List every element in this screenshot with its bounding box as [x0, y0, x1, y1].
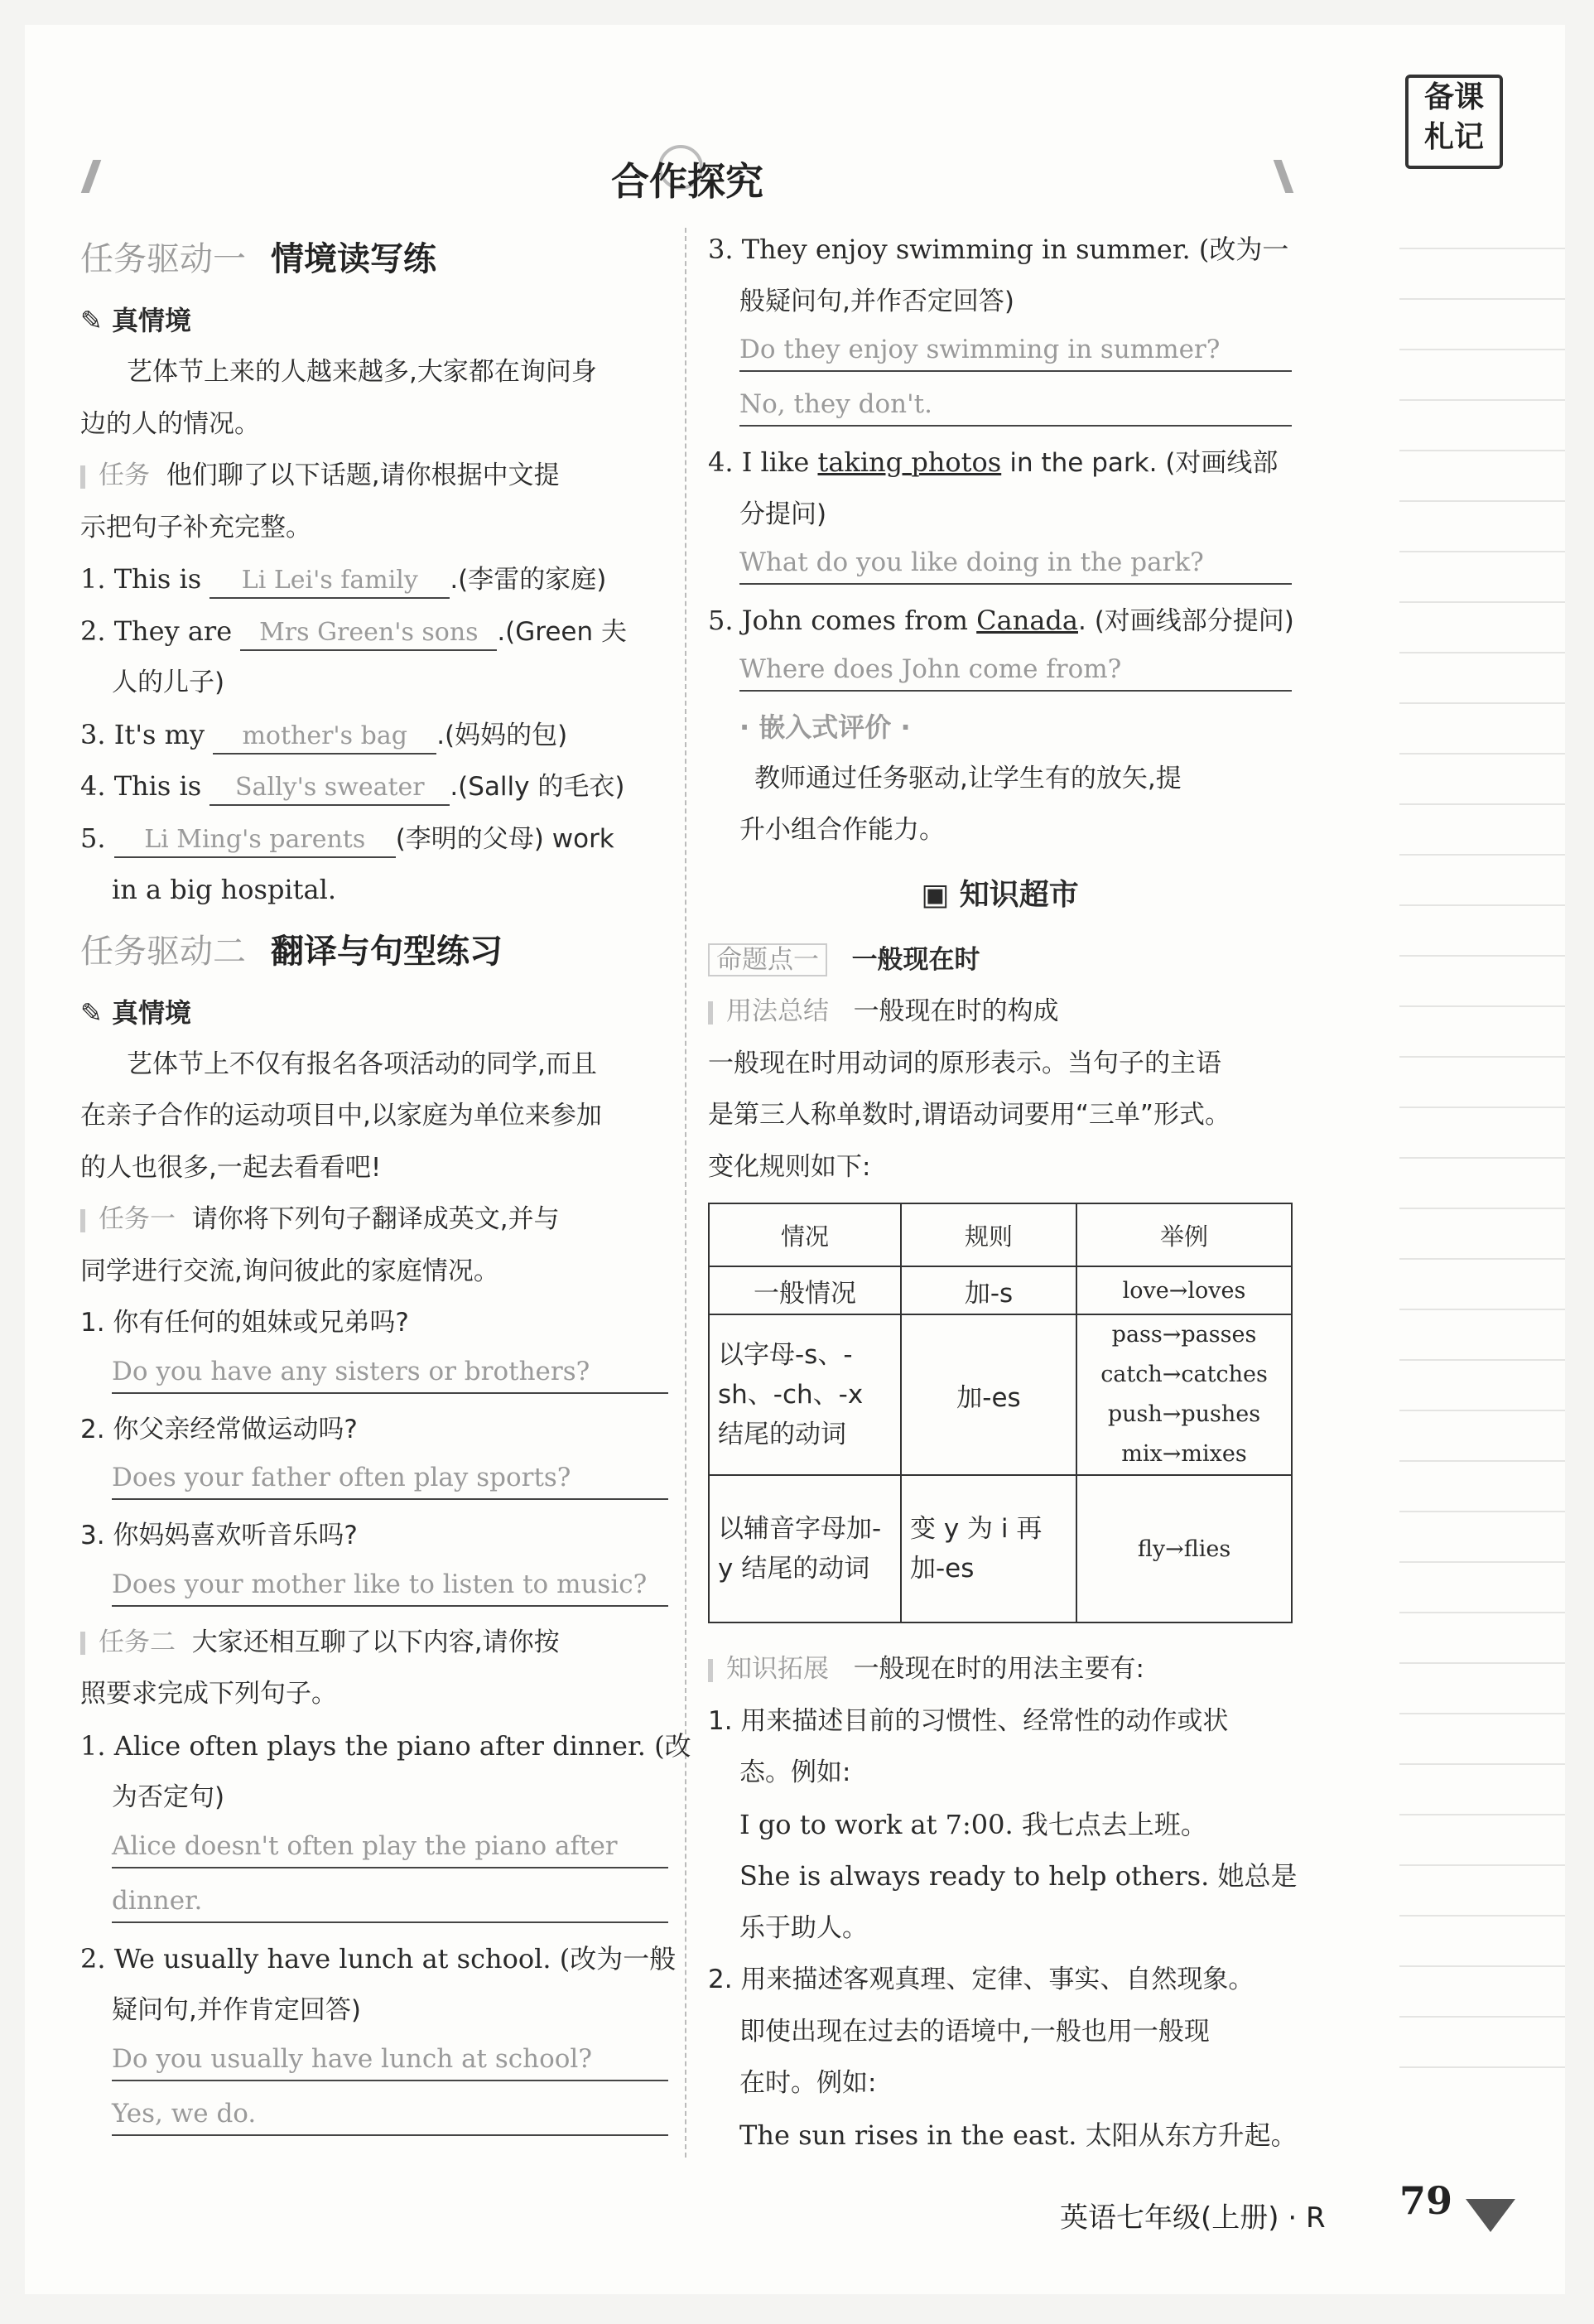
rewrite1-a1-wrap	[80, 1825, 668, 1878]
r4-answer1[interactable]: What do you like doing in the park?	[739, 542, 1292, 585]
r3-answer2[interactable]: No, they don't.	[739, 383, 1292, 427]
margin-ruled-lines	[1399, 199, 1565, 2104]
fill-item2-cont: 人的儿子)	[112, 668, 225, 697]
usage-text2: 是第三人称单数时,谓语动词要用“三单”形式。	[708, 1100, 1230, 1130]
r5-q1	[708, 595, 1292, 647]
fill-item	[80, 605, 668, 658]
task1-intro-text2: 示把句子补充完整。	[80, 512, 311, 542]
eval-label: · 嵌入式评价 ·	[739, 711, 911, 743]
eval-text1: 教师通过任务驱动,让学生有的放矢,提	[754, 763, 1182, 793]
rewrite1-a2-wrap	[80, 1880, 668, 1933]
extend-tag: 知识拓展	[726, 1654, 829, 1684]
t2a-tag: 任务一	[99, 1204, 176, 1234]
rewrite2-answer1[interactable]: Do you usually have lunch at school?	[112, 2038, 668, 2081]
rewrite2-a2-wrap	[80, 2093, 668, 2146]
tag-bar	[80, 1632, 85, 1655]
t2b-text1: 大家还相互聊了以下内容,请你按	[191, 1627, 560, 1657]
table-cell-rule: 加-s	[901, 1266, 1076, 1314]
scene1-text1: 艺体节上来的人越来越多,大家都在询问身	[127, 357, 597, 387]
fill-post: .(妈妈的包)	[436, 720, 568, 750]
notes-line2: 札记	[1423, 120, 1484, 154]
r4-a1-wrap	[708, 542, 1292, 595]
table-cell-example: love→loves	[1076, 1266, 1292, 1314]
table-header: 举例	[1076, 1203, 1292, 1266]
fill-pre: 1. This is	[80, 563, 202, 595]
r4-q2: 分提问)	[739, 499, 827, 529]
point-tag: 命题点一	[708, 943, 827, 976]
scene2-text1: 艺体节上不仅有报名各项活动的同学,而且	[127, 1049, 597, 1079]
translate-a-wrap	[80, 1351, 668, 1404]
rewrite2-q2: 疑问句,并作肯定回答)	[112, 1995, 361, 2025]
fill-answer[interactable]: mother's bag	[213, 720, 436, 755]
r4-underlined: taking photos	[817, 446, 1002, 478]
point-line	[708, 934, 1292, 986]
fill-item	[80, 709, 668, 761]
usage-text3: 变化规则如下:	[708, 1151, 871, 1182]
fill-item	[80, 760, 668, 812]
rewrite2-a1-wrap	[80, 2038, 668, 2091]
rewrite1-answer1[interactable]: Alice doesn't often play the piano after	[112, 1825, 668, 1868]
use1-e1: I go to work at 7:00. 我七点去上班。	[739, 1808, 1207, 1840]
table-cell-rule: 加-es	[901, 1314, 1076, 1475]
r5-q1a: 5. John comes from	[708, 605, 968, 636]
extend-title: 一般现在时的用法主要有:	[853, 1654, 1145, 1684]
translate-a-wrap	[80, 1457, 668, 1510]
market-title: ▣ 知识超市	[921, 877, 1079, 912]
tag-bar	[708, 1001, 713, 1025]
task2-title: 翻译与句型练习	[271, 932, 503, 971]
corner-arrow-icon	[1466, 2199, 1515, 2232]
task1-tag: 任务	[99, 460, 150, 490]
task1-title: 情境读写练	[271, 240, 436, 278]
fill-pre: 5.	[80, 822, 106, 854]
notes-line1: 备课	[1423, 80, 1484, 114]
translate-a-wrap	[80, 1564, 668, 1617]
task1-heading	[80, 224, 668, 295]
fill-answer[interactable]: Mrs Green's sons	[240, 616, 497, 651]
left-column	[80, 224, 691, 2146]
task2-label: 任务驱动二	[80, 932, 246, 971]
table-header-row	[709, 1203, 1292, 1266]
t2b-intro-line1	[80, 1617, 668, 1669]
table-cell-examples	[1076, 1314, 1292, 1475]
table-header: 规则	[901, 1203, 1076, 1266]
t2a-text2: 同学进行交流,询问彼此的家庭情况。	[80, 1256, 499, 1286]
task1-intro-text1: 他们聊了以下话题,请你根据中文提	[166, 460, 560, 490]
task1-intro-line1	[80, 450, 668, 502]
use2-e1: The sun rises in the east. 太阳从东方升起。	[739, 2119, 1298, 2151]
t2a-text1: 请你将下列句子翻译成英文,并与	[191, 1204, 560, 1234]
table-cell-example: fly→flies	[1076, 1475, 1292, 1622]
eval-text2: 升小组合作能力。	[739, 815, 945, 845]
page-title: 合作探究	[611, 159, 763, 204]
table-cell-case: 一般情况	[709, 1266, 901, 1314]
fill-pre: 3. It's my	[80, 718, 205, 750]
usage-text1: 一般现在时用动词的原形表示。当句子的主语	[708, 1048, 1221, 1078]
fill-answer[interactable]: Li Lei's family	[209, 564, 450, 599]
table-row	[709, 1266, 1292, 1314]
r3-q1: 3. They enjoy swimming in summer. (改为一	[708, 234, 1289, 265]
use1-e2a: She is always ready to help others. 她总是	[739, 1860, 1298, 1892]
t2a-intro-line1	[80, 1193, 668, 1246]
r5-answer1[interactable]: Where does John come from?	[739, 649, 1292, 692]
page-number: 79	[1399, 2178, 1453, 2223]
t2b-tag: 任务二	[99, 1627, 176, 1657]
table-cell-case: 以辅音字母加-y 结尾的动词	[709, 1475, 901, 1622]
r4-q1	[708, 436, 1292, 489]
use1-t2: 态。例如:	[739, 1757, 851, 1787]
t2b-text2: 照要求完成下列句子。	[80, 1679, 337, 1709]
scene2-text2: 在亲子合作的运动项目中,以家庭为单位来参加	[80, 1101, 602, 1131]
example-item: catch→catches	[1100, 1362, 1268, 1387]
fill-post: .(李雷的家庭)	[450, 565, 607, 595]
translate-q: 1. 你有任何的姐妹或兄弟吗?	[80, 1308, 409, 1338]
table-cell-case: 以字母-s、-sh、-ch、-x 结尾的动词	[709, 1314, 901, 1475]
fill-answer[interactable]: Sally's sweater	[209, 771, 450, 806]
example-item: mix→mixes	[1121, 1441, 1247, 1467]
extend-line	[708, 1643, 1292, 1695]
r3-q2: 般疑问句,并作否定回答)	[739, 286, 1014, 316]
fill-item	[80, 553, 668, 605]
example-item: push→pushes	[1107, 1401, 1261, 1427]
scene2-label: ✎ 真情境	[80, 996, 191, 1029]
usage-line	[708, 986, 1292, 1038]
scene1-label-text: 真情境	[111, 305, 191, 336]
r3-answer1[interactable]: Do they enjoy swimming in summer?	[739, 329, 1292, 372]
use1-e2b: 乐于助人。	[739, 1912, 868, 1943]
section-header	[79, 145, 1296, 211]
rules-table	[708, 1203, 1293, 1623]
fill-post: (李明的父母) work	[395, 823, 614, 854]
fill-item	[80, 812, 668, 865]
r5-q1b: . (对画线部分提问)	[1077, 606, 1294, 636]
scene1-text2: 边的人的情况。	[80, 408, 260, 439]
tag-bar	[708, 1659, 713, 1682]
tag-bar	[80, 1209, 85, 1232]
r4-q1b: in the park. (对画线部	[1009, 448, 1279, 478]
r5-underlined: Canada	[976, 605, 1078, 636]
table-row	[709, 1475, 1292, 1622]
notes-box	[1405, 75, 1503, 169]
example-item: pass→passes	[1111, 1322, 1257, 1348]
rewrite2-answer2[interactable]: Yes, we do.	[112, 2093, 668, 2136]
column-divider	[685, 228, 686, 2158]
table-row	[709, 1314, 1292, 1475]
task1-label: 任务驱动一	[80, 240, 246, 278]
scene2-text3: 的人也很多,一起去看看吧!	[80, 1152, 382, 1183]
rewrite1-q1: 1. Alice often plays the piano after dinner. (改	[80, 1729, 691, 1762]
fill-pre: 4. This is	[80, 770, 202, 802]
usage-tag: 用法总结	[726, 996, 829, 1026]
r3-a2-wrap	[708, 383, 1292, 436]
tag-bar	[80, 465, 85, 489]
rewrite1-q2: 为否定句)	[112, 1782, 225, 1812]
translate-answer[interactable]: Does your mother like to listen to music?	[112, 1564, 668, 1607]
translate-answer[interactable]: Does your father often play sports?	[112, 1457, 668, 1500]
table-header: 情况	[709, 1203, 901, 1266]
rewrite2-q1: 2. We usually have lunch at school. (改为一般	[80, 1942, 677, 1974]
translate-q: 3. 你妈妈喜欢听音乐吗?	[80, 1521, 358, 1550]
translate-q: 2. 你父亲经常做运动吗?	[80, 1414, 358, 1444]
rewrite1-answer2[interactable]: dinner.	[112, 1880, 668, 1923]
point-title: 一般现在时	[851, 944, 980, 975]
fill-post: .(Green 夫	[497, 616, 628, 647]
footer-book: 英语七年级(上册) · R	[1060, 2201, 1326, 2235]
use2-t1: 2. 用来描述客观真理、定律、事实、自然现象。	[708, 1965, 1254, 1994]
market-title-text: 知识超市	[959, 877, 1079, 912]
use2-t3: 在时。例如:	[739, 2068, 877, 2098]
scene1-label: ✎ 真情境	[80, 305, 191, 336]
r4-q1a: 4. I like	[708, 446, 810, 478]
fill-pre: 2. They are	[80, 615, 233, 647]
task2-heading	[80, 916, 668, 987]
use2-t2: 即使出现在过去的语境中,一般也用一般现	[739, 2016, 1210, 2047]
scene2-label-text: 真情境	[111, 996, 191, 1029]
table-cell-rule: 变 y 为 i 再加-es	[901, 1475, 1076, 1622]
usage-title: 一般现在时的构成	[853, 996, 1059, 1026]
use1-t1: 1. 用来描述目前的习惯性、经常性的动作或状	[708, 1705, 1229, 1736]
r3-a1-wrap	[708, 329, 1292, 382]
translate-answer[interactable]: Do you have any sisters or brothers?	[112, 1351, 668, 1394]
fill-post: .(Sally 的毛衣)	[450, 772, 625, 802]
right-column	[708, 224, 1298, 2161]
r5-a1-wrap	[708, 649, 1292, 702]
fill-answer[interactable]: Li Ming's parents	[114, 823, 396, 858]
fill-item5-cont: in a big hospital.	[112, 874, 336, 905]
